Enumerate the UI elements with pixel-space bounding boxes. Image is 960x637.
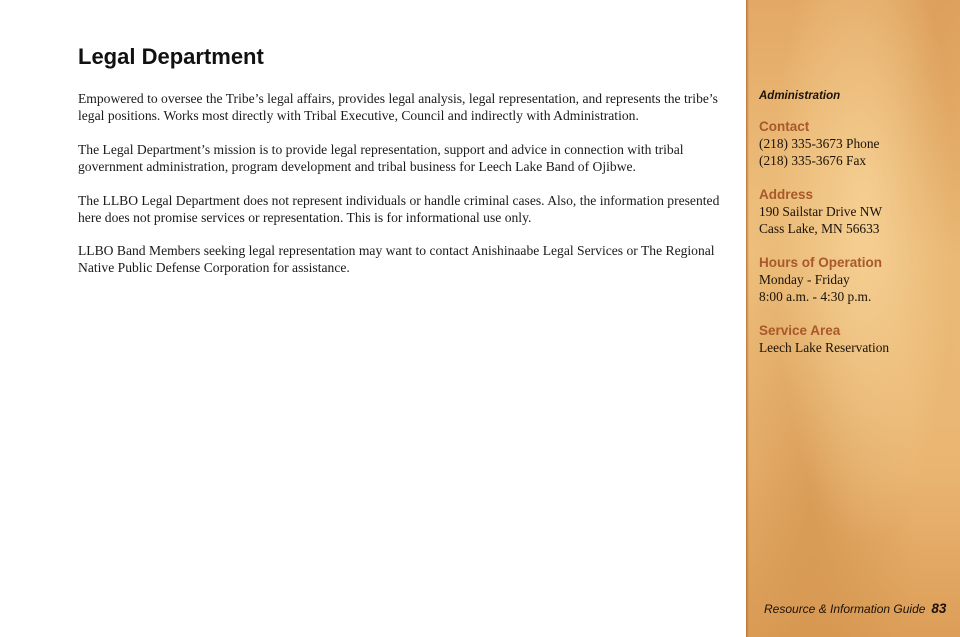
contact-heading: Contact	[759, 119, 810, 134]
department-label: Administration	[759, 90, 841, 102]
paragraph-disclaimer: The LLBO Legal Department does not represent individuals or handle criminal cases. Also, the information presented here does not promise services or representation. This is for informational use only.	[78, 193, 720, 225]
guide-name: Resource & Information Guide	[764, 602, 926, 616]
contact-phone: (218) 335-3673 Phone	[759, 136, 880, 151]
address-line-2: Cass Lake, MN 56633	[759, 221, 880, 236]
address-heading: Address	[759, 187, 814, 202]
hours-days: Monday - Friday	[759, 272, 850, 287]
paragraph-mission: The Legal Department’s mission is to provide legal representation, support and advice in connection with tribal government administration, program development and tribal business for Leech Lake Band of Ojibwe.	[78, 142, 684, 174]
hours-time: 8:00 a.m. - 4:30 p.m.	[759, 289, 872, 304]
page-footer	[764, 601, 946, 616]
contact-fax: (218) 335-3676 Fax	[759, 153, 867, 168]
page-number: 83	[931, 601, 947, 616]
paragraph-referral: LLBO Band Members seeking legal representation may want to contact Anishinaabe Legal Services or The Regional Native Public Defense Corporation for assistance.	[78, 243, 715, 275]
service-area-value: Leech Lake Reservation	[759, 340, 890, 355]
page-title: Legal Department	[78, 44, 264, 69]
sidebar-edge	[746, 0, 749, 637]
paragraph-overview: Empowered to oversee the Tribe’s legal affairs, provides legal analysis, legal representation, and represents the tribe’s legal positions. Works most directly with Tribal Executive, Council and indirectly with Administration.	[78, 91, 718, 123]
hours-heading: Hours of Operation	[759, 255, 883, 270]
address-line-1: 190 Sailstar Drive NW	[759, 204, 883, 219]
service-area-heading: Service Area	[759, 323, 841, 338]
info-sidebar	[746, 0, 960, 637]
